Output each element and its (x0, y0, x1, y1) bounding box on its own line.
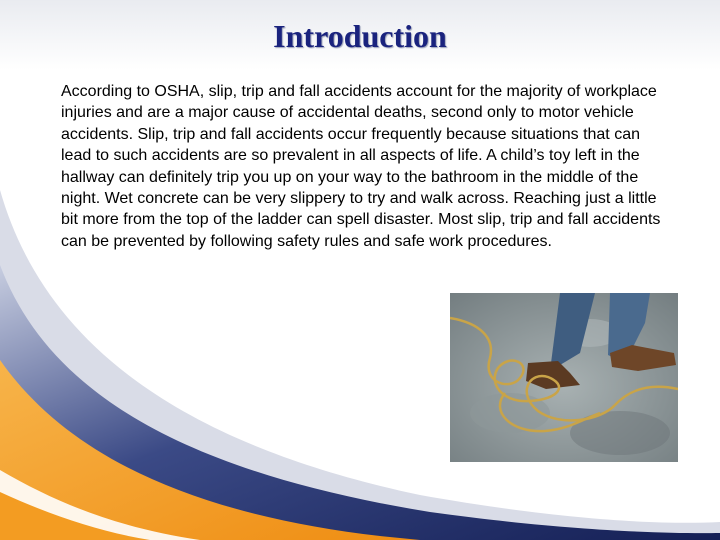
body-paragraph: According to OSHA, slip, trip and fall accidents account for the majority of workplace injuries and are a major cause of accidental deaths, second only to motor vehicle accidents. Slip, trip and fall accidents occur frequently because situations that can lead to such accidents are so prevalent in all aspects of life. A child’s toy left in the hallway can definitely trip you up on your way to the bathroom in the middle of the night. Wet concrete can be very slippery to try and walk across. Reaching just a little bit more from the top of the ladder can spell disaster. Most slip, trip and fall accidents can be prevented by following safety rules and safe work procedures. (61, 83, 661, 250)
slide-title: Introduction (273, 18, 447, 54)
trip-hazard-photo (450, 293, 678, 462)
